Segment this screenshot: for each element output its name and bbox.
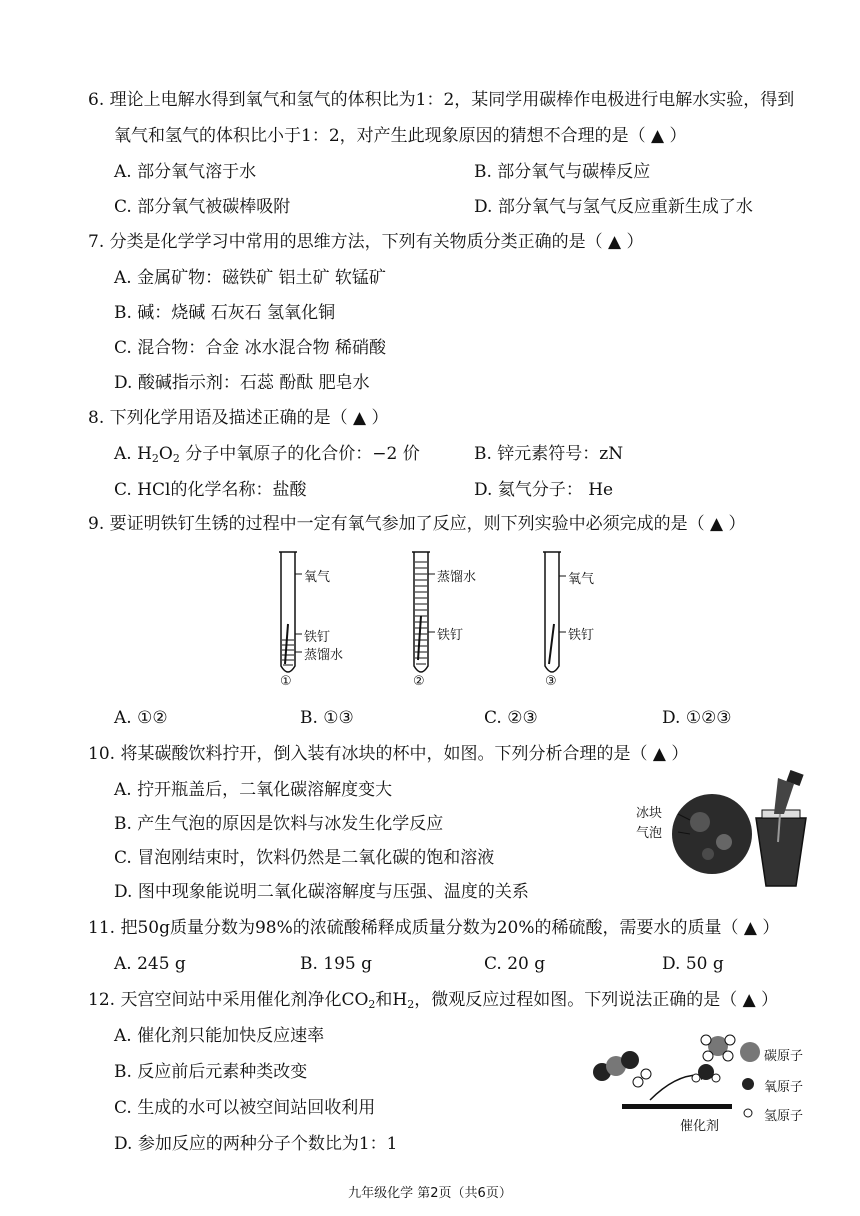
tube1-label-water: 蒸馏水 — [304, 648, 344, 663]
tube2-number: ② — [413, 674, 425, 689]
q10-stem: 10. 将某碳酸饮料拧开，倒入装有冰块的杯中，如图。下列分析合理的是（ ▲ ） — [88, 744, 689, 764]
q12-option-d: D. 参加反应的两种分子个数比为1：1 — [114, 1134, 398, 1154]
q6-option-d: D. 部分氧气与氢气反应重新生成了水 — [474, 197, 753, 217]
q10-label-bubble: 气泡 — [636, 826, 663, 841]
q12-option-a: A. 催化剂只能加快反应速率 — [114, 1026, 325, 1046]
q9-option-d: D. ①②③ — [662, 708, 732, 728]
legend-hydrogen: 氢原子 — [764, 1109, 804, 1124]
q8-option-a — [114, 442, 420, 466]
q8-a-text-3: 分子中氧原子的化合价：−2 价 — [179, 444, 420, 464]
q7-stem: 7. 分类是化学学习中常用的思维方法，下列有关物质分类正确的是（ ▲ ） — [88, 232, 644, 252]
q12-stem-text-1: 12. 天宫空间站中采用催化剂净化CO — [88, 990, 369, 1010]
q10-label-ice: 冰块 — [636, 806, 663, 821]
q7-option-a: A. 金属矿物：磁铁矿 铝土矿 软锰矿 — [114, 268, 386, 288]
q8-stem: 8. 下列化学用语及描述正确的是（ ▲ ） — [88, 408, 389, 428]
test-tube-2 — [412, 552, 435, 672]
q12-stem-text-3: ，微观反应过程如图。下列说法正确的是（ ▲ ） — [414, 990, 779, 1010]
q6-stem-line1: 6. 理论上电解水得到氧气和氢气的体积比为1：2，某同学用碳棒作电极进行电解水实验，得到 — [88, 90, 795, 110]
q11-option-b: B. 195 g — [300, 954, 373, 974]
q11-option-c: C. 20 g — [484, 954, 546, 974]
q12-stem-sub-2: 2 — [407, 998, 415, 1011]
q10-option-b: B. 产生气泡的原因是饮料与冰发生化学反应 — [114, 814, 444, 834]
q11-stem: 11. 把50g质量分数为98%的浓硫酸稀释成质量分数为20%的稀硫酸，需要水的质量（ ▲ ） — [88, 918, 780, 938]
catalyst-label: 催化剂 — [680, 1119, 720, 1134]
tube3-label-oxygen: 氧气 — [568, 572, 595, 587]
test-tube-3 — [543, 552, 566, 672]
legend-carbon: 碳原子 — [764, 1049, 804, 1064]
tube2-label-water: 蒸馏水 — [437, 570, 477, 585]
q7-option-c: C. 混合物：合金 冰水混合物 稀硝酸 — [114, 338, 387, 358]
q10-option-c: C. 冒泡刚结束时，饮料仍然是二氧化碳的饱和溶液 — [114, 848, 495, 868]
q12-stem-text-2: 和H — [375, 990, 408, 1010]
tube1-number: ① — [280, 674, 292, 689]
q11-option-a: A. 245 g — [114, 954, 186, 974]
q6-option-b: B. 部分氧气与碳棒反应 — [474, 162, 651, 182]
q8-a-sub-1: 2 — [151, 452, 159, 465]
q10-option-d: D. 图中现象能说明二氧化碳溶解度与压强、温度的关系 — [114, 882, 529, 902]
q12-option-c: C. 生成的水可以被空间站回收利用 — [114, 1098, 376, 1118]
legend-oxygen: 氧原子 — [764, 1080, 804, 1095]
q12-stem — [88, 988, 778, 1012]
q6-option-c: C. 部分氧气被碳棒吸附 — [114, 197, 291, 217]
q7-option-b: B. 碱：烧碱 石灰石 氢氧化铜 — [114, 303, 336, 323]
q9-option-a: A. ①② — [114, 708, 168, 728]
q8-a-sub-2: 2 — [172, 452, 180, 465]
q8-a-text-2: O — [158, 444, 173, 464]
q9-stem: 9. 要证明铁钉生锈的过程中一定有氧气参加了反应，则下列实验中必须完成的是（ ▲ ） — [88, 514, 746, 534]
tube1-label-nail: 铁钉 — [304, 630, 331, 645]
q6-option-a: A. 部分氧气溶于水 — [114, 162, 257, 182]
q12-option-b: B. 反应前后元素种类改变 — [114, 1062, 308, 1082]
tube1-label-oxygen: 氧气 — [304, 570, 331, 585]
test-tube-1 — [279, 552, 302, 672]
q9-test-tubes-figure — [0, 544, 860, 704]
tube2-label-nail: 铁钉 — [437, 628, 464, 643]
q12-stem-sub-1: 2 — [368, 998, 376, 1011]
tube3-number: ③ — [545, 674, 557, 689]
q6-stem-line2: 氧气和氢气的体积比小于1：2，对产生此现象原因的猜想不合理的是（ ▲ ） — [114, 126, 687, 146]
q8-a-text-1: A. H — [114, 444, 152, 464]
q9-option-c: C. ②③ — [484, 708, 538, 728]
q8-option-d: D. 氦气分子： He — [474, 480, 614, 500]
tube3-label-nail: 铁钉 — [568, 628, 595, 643]
q7-option-d: D. 酸碱指示剂：石蕊 酚酞 肥皂水 — [114, 373, 370, 393]
q9-option-b: B. ①③ — [300, 708, 354, 728]
q8-option-b: B. 锌元素符号：zN — [474, 444, 624, 464]
q11-option-d: D. 50 g — [662, 954, 724, 974]
q8-option-c: C. HCl的化学名称：盐酸 — [114, 480, 307, 500]
q10-option-a: A. 拧开瓶盖后，二氧化碳溶解度变大 — [114, 780, 393, 800]
page-footer: 九年级化学 第2页（共6页） — [348, 1186, 512, 1201]
